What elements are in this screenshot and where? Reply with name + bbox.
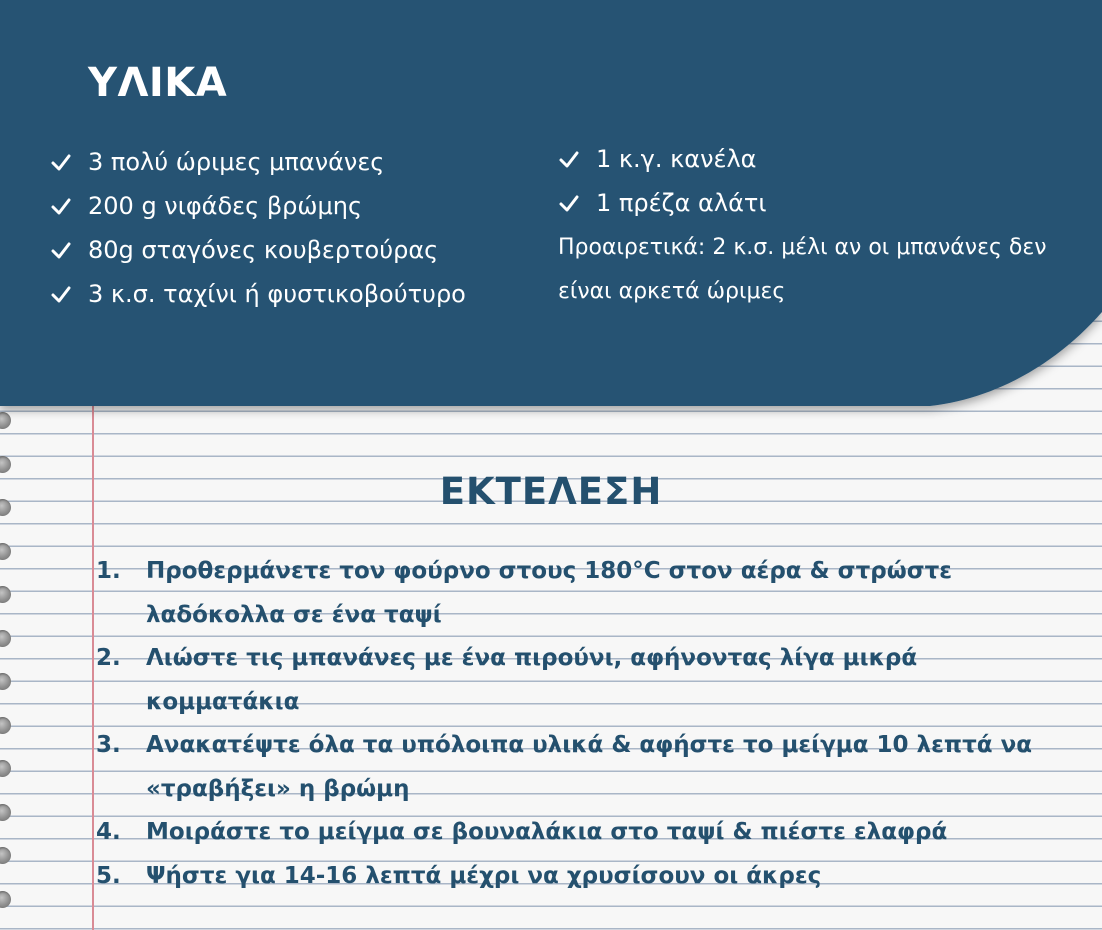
check-icon [558,192,580,214]
binder-hole [0,847,11,864]
step-item [96,811,1056,855]
ingredients-list-right [558,137,766,225]
binder-hole [0,673,11,690]
step-text: Προθερμάνετε τον φούρνο στους 180°C στον αέρα & στρώστε λαδόκολλα σε ένα ταψί [146,558,953,628]
step-text: Ψήστε για 14-16 λεπτά μέχρι να χρυσίσουν οι άκρες [146,862,822,889]
execution-title: ΕΚΤΕΛΕΣΗ [439,470,663,513]
step-number: 1. [96,558,121,584]
ingredient-text: 1 πρέζα αλάτι [596,189,767,217]
step-item [96,550,1056,637]
ingredient-item [558,181,766,225]
binder-hole [0,891,11,908]
binder-hole [0,760,11,777]
ingredient-item [558,137,766,181]
ingredients-list-left [50,140,466,316]
steps-list [96,550,1056,898]
step-item [96,637,1056,724]
check-icon [558,148,580,170]
binder-hole [0,717,11,734]
step-text: Λιώστε τις μπανάνες με ένα πιρούνι, αφήνοντας λίγα μικρά κομματάκια [146,645,918,715]
binder-hole [0,804,11,821]
ingredient-text: 200 g νιφάδες βρώμης [88,192,363,220]
ingredient-item [50,228,466,272]
step-number: 5. [96,862,121,889]
step-item [96,724,1056,811]
step-number: 4. [96,819,121,845]
ingredient-item [50,140,466,184]
ingredient-text: 80g σταγόνες κουβερτούρας [88,236,439,264]
step-item [96,855,1056,899]
ingredient-text: 3 πολύ ώριμες μπανάνες [88,148,385,176]
step-number: 2. [96,645,121,671]
check-icon [50,239,72,261]
optional-note: Προαιρετικά: 2 κ.σ. μέλι αν οι μπανάνες δεν είναι αρκετά ώριμες [558,235,1047,304]
ingredients-title: ΥΛΙΚΑ [88,60,228,106]
step-number: 3. [96,732,121,758]
check-icon [50,283,72,305]
binder-hole [0,543,11,560]
ingredient-item [50,272,466,316]
check-icon [50,195,72,217]
step-text: Ανακατέψτε όλα τα υπόλοιπα υλικά & αφήστε το μείγμα 10 λεπτά να «τραβήξει» η βρώμη [146,732,1033,802]
ingredient-text: 1 κ.γ. κανέλα [596,145,757,173]
ingredient-text: 3 κ.σ. ταχίνι ή φυστικοβούτυρο [88,280,466,308]
step-text: Μοιράστε το μείγμα σε βουναλάκια στο ταψί & πιέστε ελαφρά [146,819,948,845]
check-icon [50,151,72,173]
binder-hole [0,630,11,647]
binder-hole [0,586,11,603]
ingredient-item [50,184,466,228]
